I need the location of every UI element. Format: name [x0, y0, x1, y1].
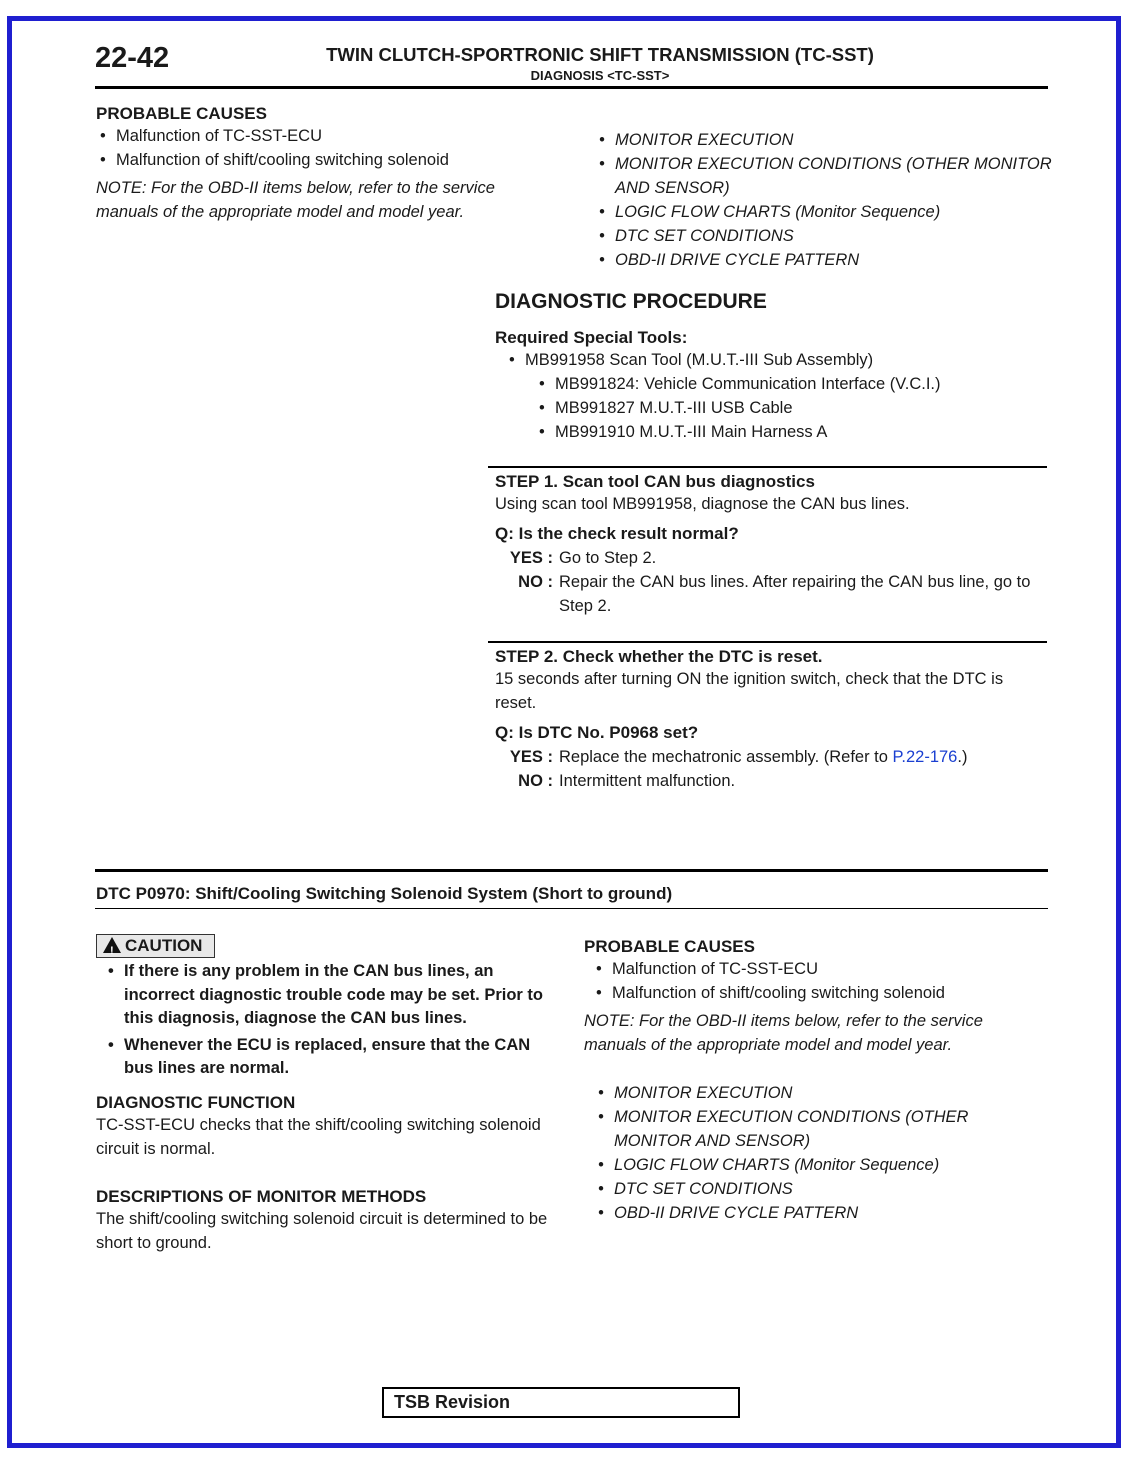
tool-item: • MB991827 M.U.T.-III USB Cable [535, 396, 1047, 420]
list-item: • OBD-II DRIVE CYCLE PATTERN [595, 248, 1055, 272]
page-reference-link[interactable]: P.22-176 [892, 748, 958, 766]
step-divider [488, 641, 1047, 643]
list-item: • DTC SET CONDITIONS [594, 1177, 1046, 1201]
tool-item: • MB991910 M.U.T.-III Main Harness A [535, 420, 1047, 444]
answer-no [495, 570, 1047, 618]
step-divider [488, 466, 1047, 468]
step-1 [495, 472, 1047, 618]
diagnostic-function-body: TC-SST-ECU checks that the shift/cooling switching solenoid circuit is normal. [96, 1115, 541, 1158]
no-label: NO : [518, 772, 553, 790]
monitor-methods-heading: DESCRIPTIONS OF MONITOR METHODS [96, 1186, 427, 1206]
diagnostic-procedure [495, 290, 1047, 444]
dtc-title: DTC P0970: Shift/Cooling Switching Solenoid System (Short to ground) [96, 884, 673, 903]
yes-text-end: .) [957, 748, 968, 766]
probable-causes-heading: PROBABLE CAUSES [96, 104, 267, 123]
probable-causes-section [96, 104, 556, 224]
answer-yes [495, 745, 1047, 769]
no-text: Intermittent malfunction. [559, 772, 736, 790]
obd-note: NOTE: For the OBD-II items below, refer to the service manuals of the appropriate model and model year. [584, 1012, 983, 1054]
list-item: • LOGIC FLOW CHARTS (Monitor Sequence) [595, 200, 1055, 224]
tsb-revision-box: TSB Revision [382, 1387, 740, 1418]
list-item: • Malfunction of TC-SST-ECU [96, 124, 556, 148]
tool-item: • MB991824: Vehicle Communication Interface (V.C.I.) [535, 372, 1047, 396]
page-number: 22-42 [95, 42, 170, 74]
procedure-heading: DIAGNOSTIC PROCEDURE [495, 290, 767, 313]
yes-label: YES : [509, 748, 553, 766]
caution-label: CAUTION [125, 936, 203, 955]
no-label: NO : [518, 573, 553, 591]
yes-text: Go to Step 2. [559, 549, 657, 567]
page-subtitle: DIAGNOSIS <TC-SST> [530, 68, 670, 83]
probable-causes-heading: PROBABLE CAUSES [584, 937, 755, 956]
list-item: • MONITOR EXECUTION CONDITIONS (OTHER MONITOR AND SENSOR) [594, 1105, 1046, 1153]
dtc-rule-bottom [95, 908, 1048, 909]
list-item: • DTC SET CONDITIONS [595, 224, 1055, 248]
obd-items-list [595, 128, 1055, 272]
step-2-title: STEP 2. Check whether the DTC is reset. [495, 647, 823, 666]
step-1-body: Using scan tool MB991958, diagnose the CAN bus lines. [495, 495, 910, 513]
obd-note: NOTE: For the OBD-II items below, refer to the service manuals of the appropriate model and model year. [96, 179, 495, 221]
step-2-question: Q: Is DTC No. P0968 set? [495, 723, 699, 742]
step-2-body: 15 seconds after turning ON the ignition switch, check that the DTC is reset. [495, 670, 1004, 712]
yes-label: YES : [509, 549, 553, 567]
caution-item: • If there is any problem in the CAN bus lines, an incorrect diagnostic trouble code may be set. Prior to this diagnosis, diagnose the CAN bus lines. [104, 960, 558, 1031]
list-item: • Malfunction of shift/cooling switching solenoid [592, 981, 1046, 1005]
step-1-title: STEP 1. Scan tool CAN bus diagnostics [495, 472, 815, 491]
header-rule [95, 86, 1048, 89]
monitor-methods-body: The shift/cooling switching solenoid circuit is determined to be short to ground. [96, 1209, 548, 1252]
no-text: Repair the CAN bus lines. After repairing the CAN bus line, go to Step 2. [559, 573, 1031, 615]
caution-badge [96, 934, 215, 958]
diagnostic-function-heading: DIAGNOSTIC FUNCTION [96, 1092, 296, 1112]
tool-item: • MB991958 Scan Tool (M.U.T.-III Sub Assembly) [505, 348, 1047, 372]
list-item: • OBD-II DRIVE CYCLE PATTERN [594, 1201, 1046, 1225]
probable-causes-section-2 [584, 937, 1046, 1225]
warning-icon [103, 937, 121, 953]
list-item: • MONITOR EXECUTION [595, 128, 1055, 152]
answer-yes [495, 546, 1047, 570]
caution-section [96, 934, 558, 1255]
dtc-rule-top [95, 869, 1048, 872]
answer-no [495, 769, 1047, 793]
list-item: • LOGIC FLOW CHARTS (Monitor Sequence) [594, 1153, 1046, 1177]
page-title: TWIN CLUTCH-SPORTRONIC SHIFT TRANSMISSION (TC-SST) [326, 44, 874, 65]
list-item: • MONITOR EXECUTION CONDITIONS (OTHER MONITOR AND SENSOR) [595, 152, 1055, 200]
list-item: • MONITOR EXECUTION [594, 1081, 1046, 1105]
obd-items-list [594, 1081, 1046, 1225]
step-2 [495, 647, 1047, 793]
step-1-question: Q: Is the check result normal? [495, 524, 739, 543]
yes-text: Replace the mechatronic assembly. (Refer to [559, 748, 893, 766]
caution-item: • Whenever the ECU is replaced, ensure that the CAN bus lines are normal. [104, 1034, 558, 1081]
tools-heading: Required Special Tools: [495, 328, 688, 347]
list-item: • Malfunction of TC-SST-ECU [592, 957, 1046, 981]
list-item: • Malfunction of shift/cooling switching solenoid [96, 148, 556, 172]
